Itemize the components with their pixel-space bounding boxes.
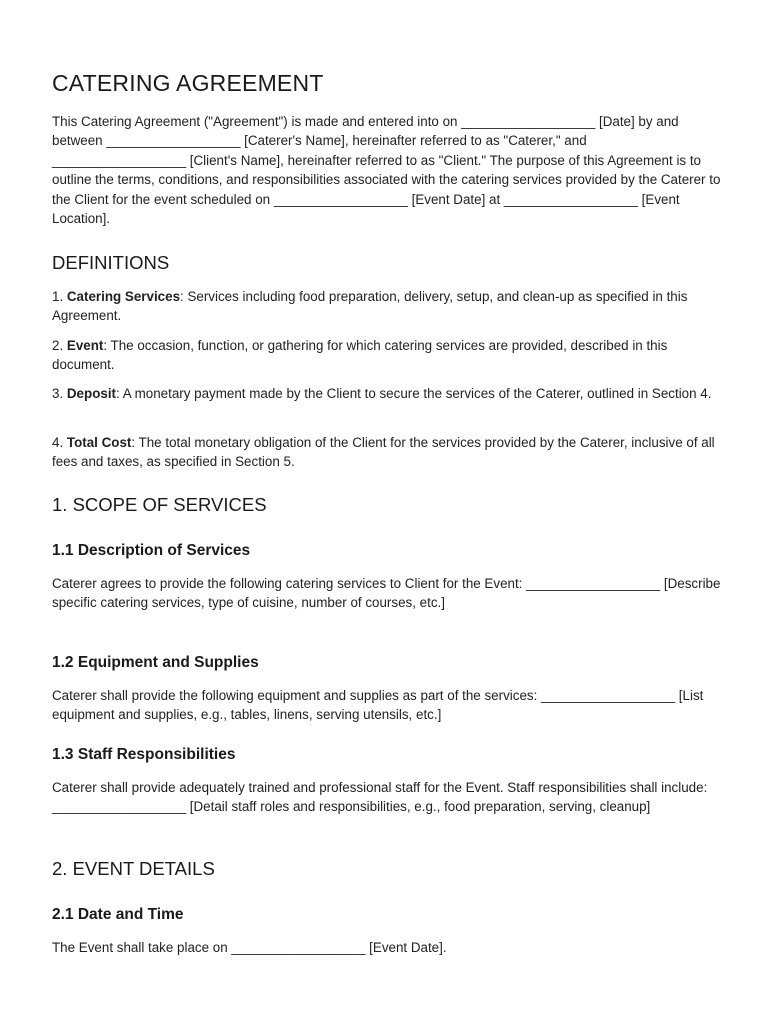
definition-number: 1. <box>52 289 67 304</box>
section-1-3-text: Caterer shall provide adequately trained and professional staff for the Event. Staff responsibilities shall include: __________________ [Detail staff roles and responsibilities, e.g., food preparation, serving, cleanup] <box>52 780 708 815</box>
definition-number: 3. <box>52 386 67 401</box>
definitions-heading: DEFINITIONS <box>52 252 170 273</box>
definition-text: : A monetary payment made by the Client to secure the services of the Caterer, outlined in Section 4. <box>116 386 712 401</box>
section-2-heading: 2. EVENT DETAILS <box>52 858 215 879</box>
definition-item <box>52 433 722 472</box>
definition-text: : The total monetary obligation of the Client for the services provided by the Caterer, inclusive of all fees and taxes, as specified in Section 5. <box>52 435 715 470</box>
section-1-1-heading: 1.1 Description of Services <box>52 542 251 559</box>
document-title: CATERING AGREEMENT <box>52 70 324 96</box>
definition-term: Catering Services <box>66 289 181 304</box>
section-1-heading: 1. SCOPE OF SERVICES <box>52 494 267 515</box>
section-1-1-text: Caterer agrees to provide the following catering services to Client for the Event: __________________ [Describe specific catering services, type of cuisine, number of courses, etc.] <box>52 576 721 611</box>
section-1-3-heading: 1.3 Staff Responsibilities <box>52 746 236 763</box>
definition-text: : The occasion, function, or gathering for which catering services are provided, described in this document. <box>52 338 668 373</box>
intro-paragraph: This Catering Agreement ("Agreement") is made and entered into on __________________ [Date] by and between __________________ [Caterer's Name], hereinafter referred to as "Caterer," and __________________ [Client's Name], hereinafter referred to as "Client." The purpose of this Agreement is to outline the terms, conditions, and responsibilities associated with the catering services provided by the Caterer to the Client for the event scheduled on __________________ [Event Date] at __________________ [Event Location]. <box>52 114 721 227</box>
definition-text: : Services including food preparation, delivery, setup, and clean-up as specified in this Agreement. <box>52 289 688 324</box>
definition-term: Deposit <box>66 386 116 401</box>
definition-item <box>52 384 722 403</box>
section-1-2-heading: 1.2 Equipment and Supplies <box>52 654 259 671</box>
definition-number: 2. <box>52 338 67 353</box>
definition-term: Event <box>66 338 104 353</box>
definition-term: Total Cost <box>66 435 132 450</box>
definition-number: 4. <box>52 435 67 450</box>
section-2-1-heading: 2.1 Date and Time <box>52 906 184 923</box>
definition-item <box>52 336 722 375</box>
section-1-2-text: Caterer shall provide the following equipment and supplies as part of the services: __________________ [List equipment and supplies, e.g., tables, linens, serving utensils, etc.] <box>52 688 704 723</box>
definition-item <box>52 287 722 326</box>
section-2-1-text: The Event shall take place on __________________ [Event Date]. <box>52 940 447 955</box>
